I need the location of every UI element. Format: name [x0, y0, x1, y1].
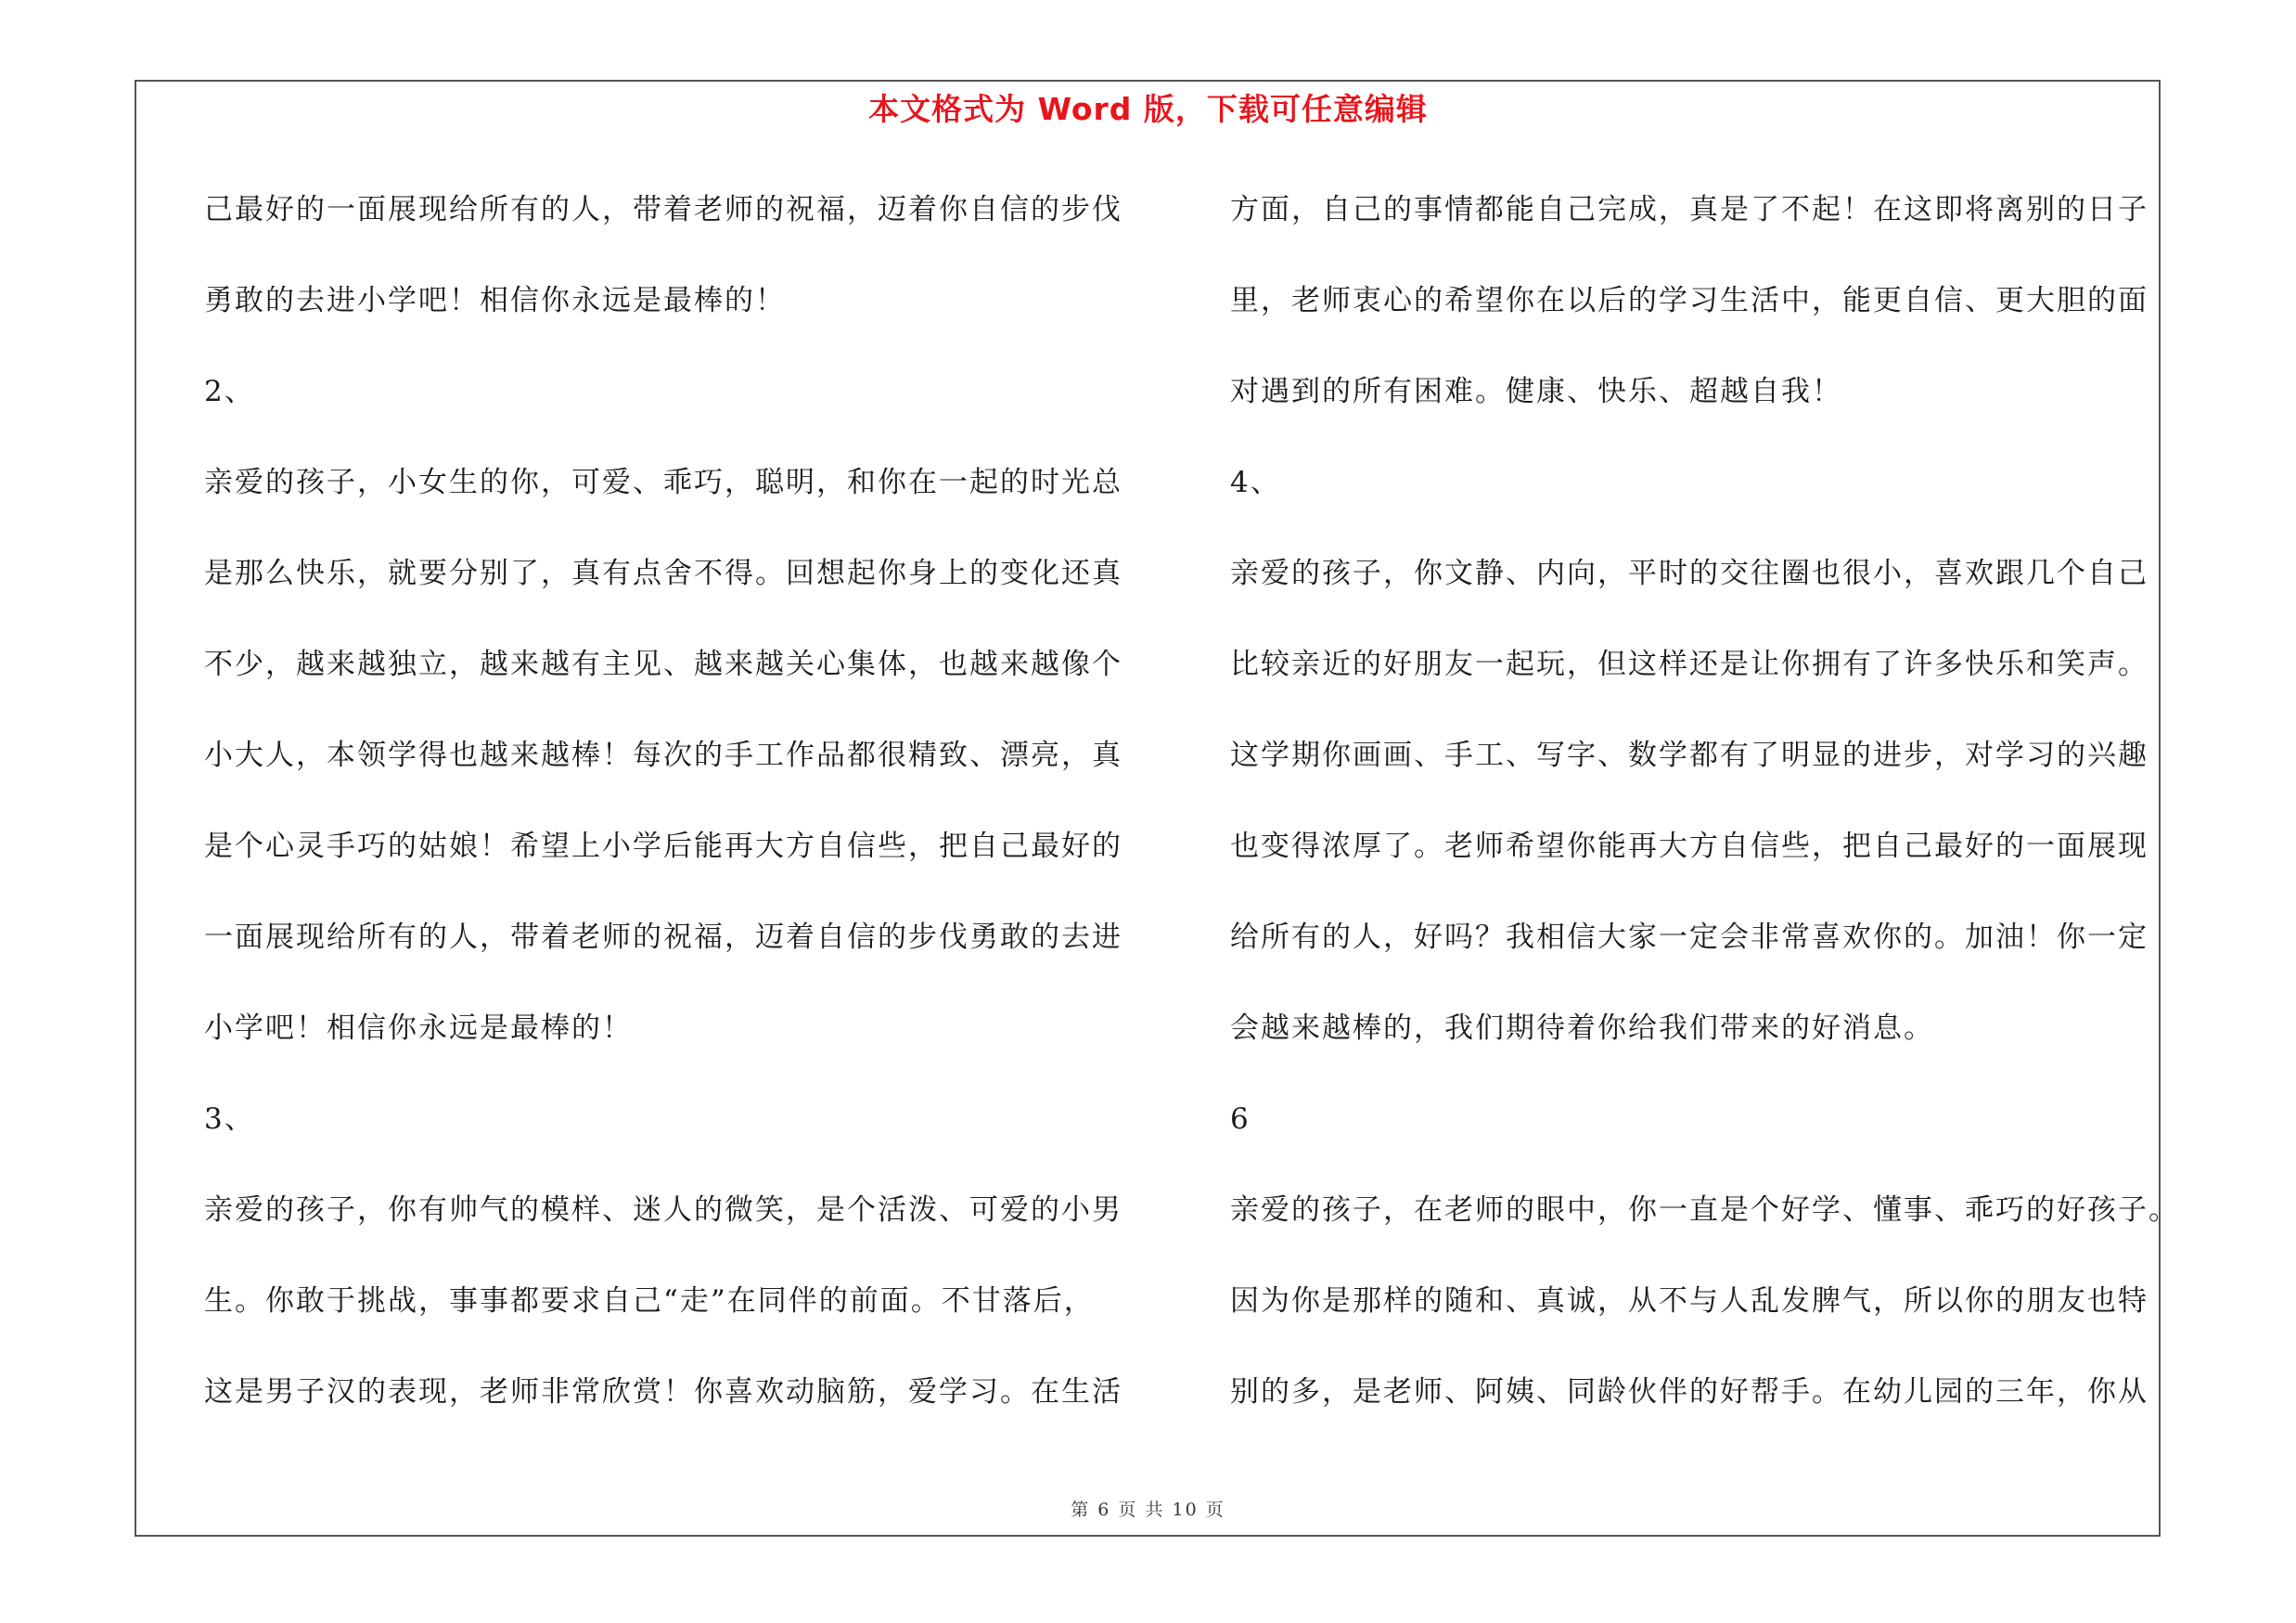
text-line: 是那么快乐，就要分别了，真有点舍不得。回想起你身上的变化还真: [204, 557, 1122, 590]
right-column: [1230, 182, 2179, 1455]
format-banner: 本文格式为 Word 版，下载可任意编辑: [868, 91, 1428, 127]
page-footer: 第 6 页 共 10 页: [1071, 1500, 1225, 1520]
text-line: 亲爱的孩子，你有帅气的模样、迷人的微笑，是个活泼、可爱的小男: [204, 1193, 1122, 1227]
text-line: 不少，越来越独立，越来越有主见、越来越关心集体，也越来越像个: [204, 648, 1122, 681]
text-line: 亲爱的孩子，小女生的你，可爱、乖巧，聪明，和你在一起的时光总: [204, 466, 1122, 499]
text-line: 里，老师衷心的希望你在以后的学习生活中，能更自信、更大胆的面: [1230, 284, 2148, 317]
section-number: 4、: [1230, 466, 1281, 499]
text-line: 这是男子汉的表现，老师非常欣赏！你喜欢动脑筋，爱学习。在生活: [204, 1375, 1122, 1409]
text-line: 比较亲近的好朋友一起玩，但这样还是让你拥有了许多快乐和笑声。: [1230, 648, 2148, 681]
text-line: 这学期你画画、手工、写字、数学都有了明显的进步，对学习的兴趣: [1230, 739, 2148, 772]
text-line: 因为你是那样的随和、真诚，从不与人乱发脾气，所以你的朋友也特: [1230, 1284, 2148, 1318]
text-line: 小大人，本领学得也越来越棒！每次的手工作品都很精致、漂亮，真: [204, 739, 1122, 772]
text-line: 亲爱的孩子，你文静、内向，平时的交往圈也很小，喜欢跟几个自己: [1230, 557, 2148, 590]
text-line: 勇敢的去进小学吧！相信你永远是最棒的！: [204, 284, 786, 317]
section-number: 2、: [204, 375, 255, 408]
text-line: 也变得浓厚了。老师希望你能再大方自信些，把自己最好的一面展现: [1230, 830, 2148, 863]
text-line: 一面展现给所有的人，带着老师的祝福，迈着自信的步伐勇敢的去进: [204, 921, 1122, 954]
text-line: 方面，自己的事情都能自己完成，真是了不起！在这即将离别的日子: [1230, 193, 2148, 226]
text-line: 己最好的一面展现给所有的人，带着老师的祝福，迈着你自信的步伐: [204, 193, 1122, 226]
text-line: 对遇到的所有困难。健康、快乐、超越自我！: [1230, 375, 1842, 408]
text-line: 亲爱的孩子，在老师的眼中，你一直是个好学、懂事、乖巧的好孩子。: [1230, 1193, 2179, 1227]
text-line: 别的多，是老师、阿姨、同龄伙伴的好帮手。在幼儿园的三年，你从: [1230, 1375, 2148, 1409]
text-line: 会越来越棒的，我们期待着你给我们带来的好消息。: [1230, 1011, 1934, 1045]
text-line: 小学吧！相信你永远是最棒的！: [204, 1011, 633, 1045]
text-line: 是个心灵手巧的姑娘！希望上小学后能再大方自信些，把自己最好的: [204, 830, 1122, 863]
text-line: 生。你敢于挑战，事事都要求自己“走”在同伴的前面。不甘落后，: [204, 1284, 1095, 1318]
section-number: 3、: [204, 1102, 255, 1136]
text-line: 给所有的人，好吗？我相信大家一定会非常喜欢你的。加油！你一定: [1230, 921, 2148, 954]
section-number: 6: [1230, 1102, 1251, 1136]
left-column: [204, 182, 1132, 1455]
